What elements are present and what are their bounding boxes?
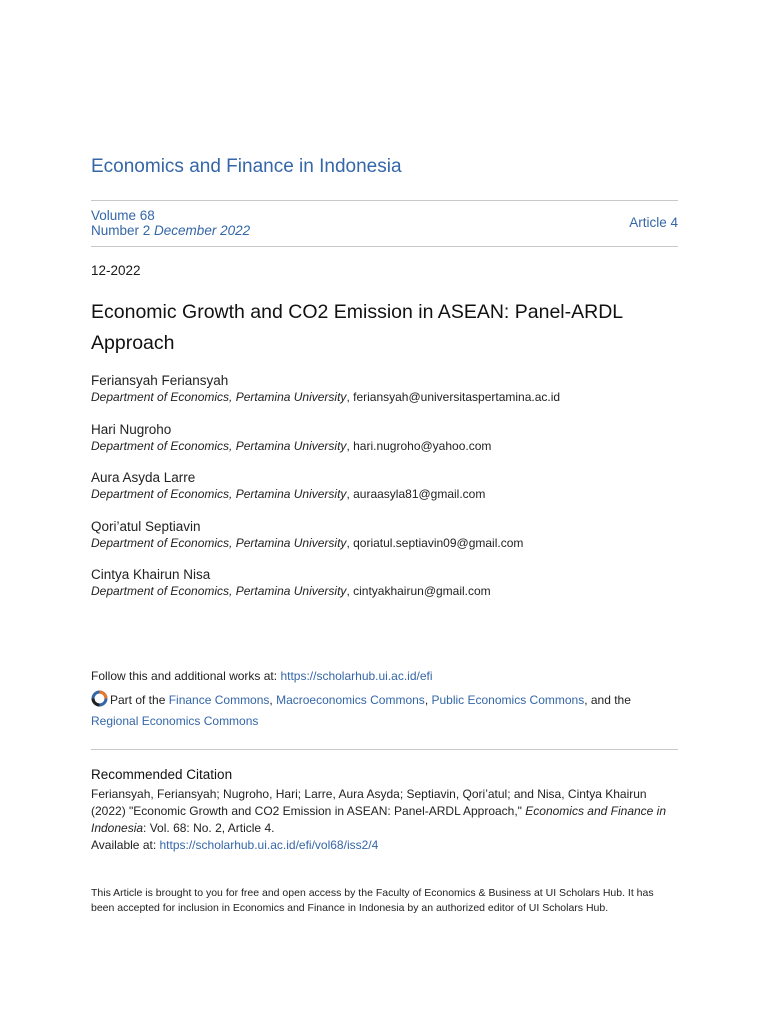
cover-page — [91, 0, 678, 1024]
recommended-citation-body — [91, 786, 681, 854]
public-economics-commons-link[interactable]: Public Economics Commons — [431, 693, 585, 707]
author-affiliation: Department of Economics, Pertamina University, cintyakhairun@gmail.com — [91, 584, 491, 598]
follow-link[interactable]: https://scholarhub.ui.ac.id/efi — [280, 669, 433, 683]
citation-journal: Economics and Finance in Indonesia — [91, 804, 667, 835]
finance-commons-link[interactable]: Finance Commons — [168, 693, 270, 707]
available-label: Available at: — [91, 838, 160, 852]
follow-line — [91, 669, 433, 683]
separator: , — [269, 693, 277, 707]
citation-authors: Feriansyah, Feriansyah; Nugroho, Hari; Larre, Aura Asyda; Septiavin, Qori’atul; and Nisa, Cintya Khairun — [91, 787, 647, 801]
author-affiliation: Department of Economics, Pertamina University, qoriatul.septiavin09@gmail.com — [91, 535, 524, 550]
author-name: Feriansyah Feriansyah — [91, 373, 229, 388]
follow-text: Follow this and additional works at: — [91, 669, 281, 683]
separator: , — [424, 693, 432, 707]
author-department: Department of Economics, Pertamina University — [91, 584, 347, 598]
author-name: Cintya Khairun Nisa — [91, 567, 211, 582]
author-department: Department of Economics, Pertamina University — [91, 390, 347, 404]
divider-citation — [91, 749, 678, 750]
divider-top — [91, 200, 678, 201]
author-department: Department of Economics, Pertamina University — [91, 487, 347, 501]
and-the-text: , and the — [584, 693, 631, 707]
author-entry — [91, 422, 678, 471]
author-email: auraasyla81@gmail.com — [353, 487, 486, 501]
issue-date: December 2022 — [154, 223, 251, 238]
author-name: Aura Asyda Larre — [91, 470, 196, 485]
part-of-prefix: Part of the — [110, 693, 169, 707]
author-email: hari.nugroho@yahoo.com — [353, 438, 492, 453]
author-entry — [91, 519, 678, 568]
issue-info — [91, 208, 250, 238]
macroeconomics-commons-link[interactable]: Macroeconomics Commons — [276, 693, 425, 707]
author-entry — [91, 470, 678, 519]
author-email: cintyakhairun@gmail.com — [353, 584, 491, 598]
author-name: Hari Nugroho — [91, 421, 172, 437]
citation-url-link[interactable]: https://scholarhub.ui.ac.id/efi/vol68/iss2/4 — [159, 838, 379, 852]
part-of-commons — [91, 690, 678, 731]
author-affiliation: Department of Economics, Pertamina University, hari.nugroho@yahoo.com — [91, 438, 492, 453]
author-name: Qori’atul Septiavin — [91, 518, 201, 534]
author-entry — [91, 373, 678, 422]
author-affiliation: Department of Economics, Pertamina University, feriansyah@universitaspertamina.ac.id — [91, 390, 561, 404]
recommended-citation-heading: Recommended Citation — [91, 767, 233, 782]
publication-date: 12-2022 — [91, 263, 141, 278]
footer-note: This Article is brought to you for free and open access by the Faculty of Economics & Business at UI Scholars Hub. It has been accepted for inclusion in Economics and Finance in Indonesia by an authorized editor of UI Scholars Hub. — [91, 887, 654, 914]
author-email: qoriatul.septiavin09@gmail.com — [353, 535, 524, 550]
number-link[interactable]: Number 2 — [91, 223, 151, 238]
commons-icon — [91, 690, 108, 707]
author-department: Department of Economics, Pertamina University — [91, 535, 347, 550]
volume-link[interactable]: Volume 68 — [91, 208, 155, 223]
article-title: Economic Growth and CO2 Emission in ASEAN: Panel-ARDL Approach — [91, 301, 623, 354]
divider-issue — [91, 246, 678, 247]
journal-title-link[interactable]: Economics and Finance in Indonesia — [91, 156, 402, 177]
author-list — [91, 373, 678, 616]
regional-economics-commons-link[interactable]: Regional Economics Commons — [91, 713, 259, 728]
article-number-link[interactable]: Article 4 — [629, 215, 678, 230]
author-email: feriansyah@universitaspertamina.ac.id — [353, 390, 561, 404]
author-entry — [91, 567, 678, 616]
citation-title: (2022) "Economic Growth and CO2 Emission in ASEAN: Panel-ARDL Approach," — [91, 804, 526, 818]
author-affiliation: Department of Economics, Pertamina University, auraasyla81@gmail.com — [91, 487, 486, 501]
author-department: Department of Economics, Pertamina University — [91, 438, 347, 453]
citation-volume: : Vol. 68: No. 2, Article 4. — [143, 821, 275, 835]
